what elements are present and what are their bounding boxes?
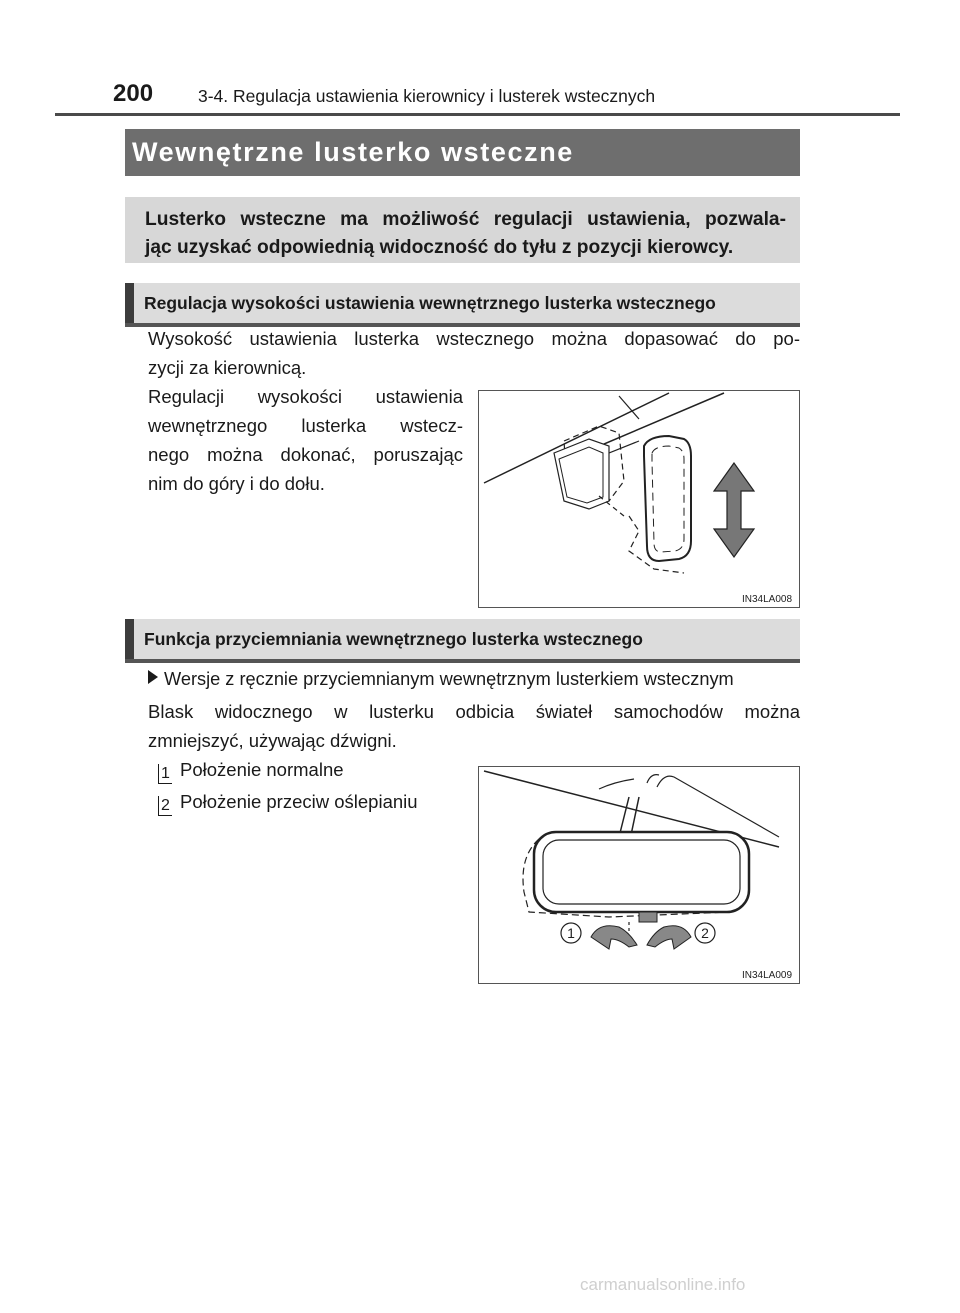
triangle-bullet-icon — [148, 670, 158, 684]
section2-para-line2: zmniejszyć, używając dźwigni. — [148, 730, 397, 751]
mirror-dimming-figure — [478, 766, 800, 984]
item-antiglare-position — [158, 789, 418, 816]
intro-box — [125, 197, 800, 263]
figure-code-2: IN34LA009 — [742, 970, 793, 981]
item-number-2: 2 — [158, 796, 172, 816]
version-bullet — [148, 665, 808, 693]
mirror-height-illustration — [479, 391, 799, 607]
callout-2: 2 — [701, 925, 709, 941]
item-number-1: 1 — [158, 764, 172, 784]
footer-watermark: carmanualsonline.info — [580, 1275, 746, 1294]
section1-para1-line2: zycji za kierownicą. — [148, 357, 307, 378]
section1-para1-line1: Wysokość ustawienia lusterka wstecznego można dopasować do po- — [148, 328, 800, 349]
item-label-2: Położenie przeciw oślepianiu — [180, 791, 418, 812]
section1-paragraph-1 — [148, 324, 800, 382]
section-heading-height: Regulacja wysokości ustawienia wewnętrznego lusterka wstecznego — [125, 283, 800, 323]
mirror-dimming-illustration — [479, 767, 799, 983]
section-heading-dimming: Funkcja przyciemniania wewnętrznego lusterka wstecznego — [125, 619, 800, 659]
mirror-height-figure — [478, 390, 800, 608]
callout-1: 1 — [567, 925, 575, 941]
version-bullet-text: Wersje z ręcznie przyciemnianym wewnętrznym lusterkiem wstecznym — [164, 669, 734, 689]
section1-para2-line4: nim do góry i do dołu. — [148, 473, 325, 494]
section1-para2-line2: wewnętrznego lusterka wstecz- — [148, 415, 463, 436]
section2-para-line1: Blask widocznego w lusterku odbicia świateł samochodów można — [148, 701, 800, 722]
section1-para2-line3: nego można dokonać, poruszając — [148, 444, 463, 465]
intro-line-1: Lusterko wsteczne ma możliwość regulacji ustawienia, pozwala- — [145, 209, 786, 230]
section1-para2-line1: Regulacji wysokości ustawienia — [148, 386, 463, 407]
intro-line-2: jąc uzyskać odpowiednią widoczność do tyłu z pozycji kierowcy. — [145, 237, 734, 258]
page-number: 200 — [113, 80, 154, 107]
item-normal-position — [158, 757, 344, 784]
page-title: Wewnętrzne lusterko wsteczne — [125, 129, 800, 176]
section1-paragraph-2 — [148, 382, 463, 498]
header-rule — [55, 113, 900, 116]
section2-paragraph — [148, 697, 800, 755]
chapter-title: 3-4. Regulacja ustawienia kierownicy i lusterek wstecznych — [198, 86, 656, 106]
item-label-1: Położenie normalne — [180, 759, 344, 780]
figure-code-1: IN34LA008 — [742, 594, 793, 605]
